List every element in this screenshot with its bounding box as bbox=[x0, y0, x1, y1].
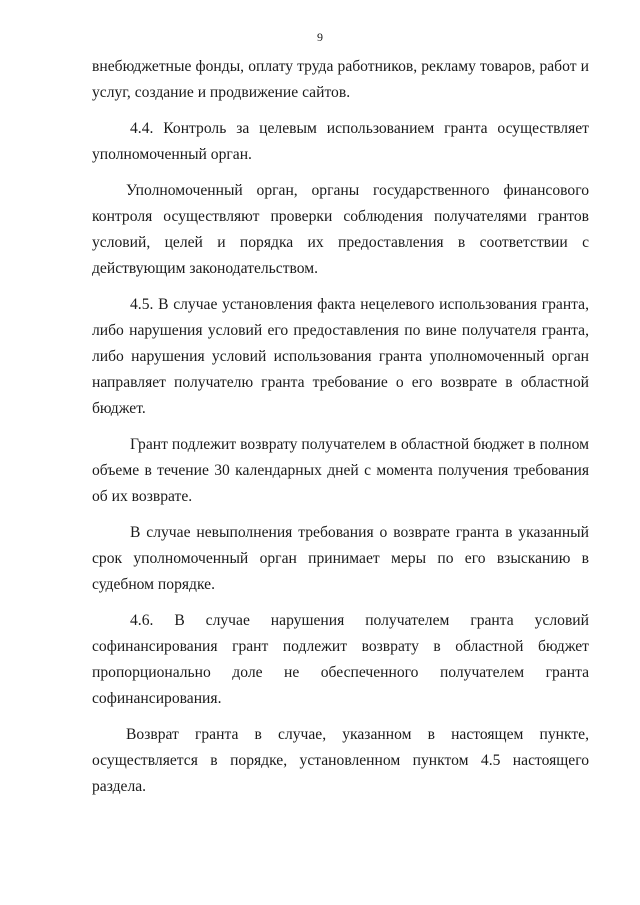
document-body bbox=[92, 54, 589, 810]
paragraph-4-6: 4.6. В случае нарушения получателем гранта условий софинансирования грант подлежит возврату в областной бюджет пропорционально доле не обеспеченного получателем гранта софинансирования. bbox=[92, 612, 589, 707]
page-number: 9 bbox=[317, 30, 323, 44]
paragraph-4-5: 4.5. В случае установления факта нецелевого использования гранта, либо нарушения условий его предоставления по вине получателя гранта, либо нарушения условий использования гранта уполномоченный орган направляет получателю гранта требование о его возврате в областной бюджет. bbox=[92, 296, 589, 417]
paragraph-return-procedure: Возврат гранта в случае, указанном в настоящем пункте, осуществляется в порядке, установленном пунктом 4.5 настоящего раздела. bbox=[92, 726, 589, 795]
paragraph-4-4: 4.4. Контроль за целевым использованием гранта осуществляет уполномоченный орган. bbox=[92, 120, 589, 163]
paragraph-control-bodies: Уполномоченный орган, органы государственного финансового контроля осуществляют проверки соблюдения получателями грантов условий, целей и порядка их предоставления в соответствии с действующим законодательством. bbox=[92, 182, 589, 277]
paragraph-grant-return: Грант подлежит возврату получателем в областной бюджет в полном объеме в течение 30 календарных дней с момента получения требования об их возврате. bbox=[92, 436, 589, 505]
paragraph-continuation: внебюджетные фонды, оплату труда работников, рекламу товаров, работ и услуг, создание и продвижение сайтов. bbox=[92, 58, 589, 101]
paragraph-non-compliance: В случае невыполнения требования о возврате гранта в указанный срок уполномоченный орган принимает меры по его взысканию в судебном порядке. bbox=[92, 524, 589, 593]
